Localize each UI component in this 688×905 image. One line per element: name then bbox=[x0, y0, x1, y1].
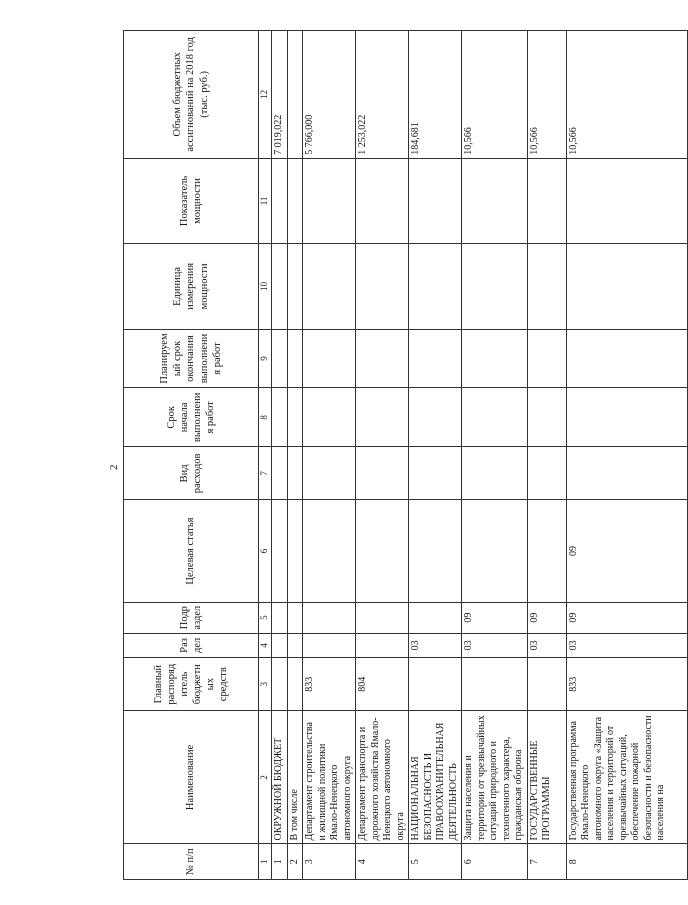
power-cell bbox=[272, 158, 288, 243]
table-row bbox=[356, 31, 409, 880]
col-number: 10 bbox=[259, 244, 272, 329]
table-row bbox=[287, 31, 303, 880]
end-term-cell bbox=[303, 329, 356, 388]
col-number: 2 bbox=[259, 711, 272, 844]
table-row bbox=[527, 31, 566, 880]
amount-cell: 5 766,000 bbox=[303, 31, 356, 159]
grbs-cell: 833 bbox=[566, 658, 687, 711]
expense-type-cell bbox=[527, 447, 566, 500]
col-header: Планируемый срок окончания выполнения работ bbox=[124, 329, 259, 388]
start-term-cell bbox=[272, 388, 288, 447]
col-header: Раздел bbox=[124, 633, 259, 657]
podrazdel-cell bbox=[356, 602, 409, 633]
unit-cell bbox=[272, 244, 288, 329]
column-number-row bbox=[259, 31, 272, 880]
row-name: В том числе bbox=[287, 711, 303, 844]
unit-cell bbox=[356, 244, 409, 329]
target-article-cell bbox=[462, 500, 528, 602]
expense-type-cell bbox=[272, 447, 288, 500]
grbs-cell bbox=[527, 658, 566, 711]
unit-cell bbox=[409, 244, 462, 329]
end-term-cell bbox=[287, 329, 303, 388]
power-cell bbox=[409, 158, 462, 243]
col-header: Главный распорядитель бюджетных средств bbox=[124, 658, 259, 711]
razdel-cell: 03 bbox=[409, 633, 462, 657]
col-number: 4 bbox=[259, 633, 272, 657]
amount-cell bbox=[287, 31, 303, 159]
row-number: 8 bbox=[566, 844, 687, 880]
table-row bbox=[303, 31, 356, 880]
target-article-cell bbox=[272, 500, 288, 602]
col-header: Вид расходов bbox=[124, 447, 259, 500]
row-name: ГОСУДАРСТВЕННЫЕ ПРОГРАММЫ bbox=[527, 711, 566, 844]
power-cell bbox=[356, 158, 409, 243]
registry-table bbox=[123, 30, 688, 880]
unit-cell bbox=[303, 244, 356, 329]
razdel-cell: 03 bbox=[566, 633, 687, 657]
expense-type-cell bbox=[462, 447, 528, 500]
row-number: 5 bbox=[409, 844, 462, 880]
end-term-cell bbox=[566, 329, 687, 388]
target-article-cell bbox=[527, 500, 566, 602]
col-number: 5 bbox=[259, 602, 272, 633]
row-name: Департамент строительства и жилищной политики Ямало-Ненецкого автономного округа bbox=[303, 711, 356, 844]
col-header: Показатель мощности bbox=[124, 158, 259, 243]
podrazdel-cell bbox=[272, 602, 288, 633]
row-number: 7 bbox=[527, 844, 566, 880]
col-number: 8 bbox=[259, 388, 272, 447]
row-name: Государственная программа Ямало-Ненецкого автономного округа «Защита населения и территорий от чрезвычайных ситуаций, обеспечение пожарной безопасности и безопасности населения на bbox=[566, 711, 687, 844]
razdel-cell bbox=[287, 633, 303, 657]
col-number: 11 bbox=[259, 158, 272, 243]
grbs-cell: 833 bbox=[303, 658, 356, 711]
col-number: 1 bbox=[259, 844, 272, 880]
expense-type-cell bbox=[566, 447, 687, 500]
col-header: Единица измерения мощности bbox=[124, 244, 259, 329]
expense-type-cell bbox=[303, 447, 356, 500]
start-term-cell bbox=[462, 388, 528, 447]
grbs-cell: 804 bbox=[356, 658, 409, 711]
end-term-cell bbox=[409, 329, 462, 388]
expense-type-cell bbox=[409, 447, 462, 500]
col-header: Срок начала выполнения работ bbox=[124, 388, 259, 447]
row-name: Защита населения и территории от чрезвычайных ситуаций природного и техногенного характера, гражданская оборона bbox=[462, 711, 528, 844]
podrazdel-cell: 09 bbox=[527, 602, 566, 633]
razdel-cell bbox=[272, 633, 288, 657]
podrazdel-cell bbox=[409, 602, 462, 633]
start-term-cell bbox=[566, 388, 687, 447]
podrazdel-cell bbox=[287, 602, 303, 633]
row-number: 4 bbox=[356, 844, 409, 880]
rotated-page bbox=[105, 30, 666, 880]
col-number: 12 bbox=[259, 31, 272, 159]
razdel-cell: 03 bbox=[527, 633, 566, 657]
col-header: Целевая статья bbox=[124, 500, 259, 602]
grbs-cell bbox=[409, 658, 462, 711]
razdel-cell bbox=[303, 633, 356, 657]
target-article-cell bbox=[303, 500, 356, 602]
razdel-cell: 03 bbox=[462, 633, 528, 657]
col-header: № п/п bbox=[124, 844, 259, 880]
page-number: 2 bbox=[108, 464, 120, 470]
end-term-cell bbox=[527, 329, 566, 388]
end-term-cell bbox=[272, 329, 288, 388]
row-name: ОКРУЖНОЙ БЮДЖЕТ bbox=[272, 711, 288, 844]
power-cell bbox=[566, 158, 687, 243]
power-cell bbox=[287, 158, 303, 243]
row-name: НАЦИОНАЛЬНАЯ БЕЗОПАСНОСТЬ И ПРАВООХРАНИТЕЛЬНАЯ ДЕЯТЕЛЬНОСТЬ bbox=[409, 711, 462, 844]
col-number: 3 bbox=[259, 658, 272, 711]
unit-cell bbox=[527, 244, 566, 329]
row-name: Департамент транспорта и дорожного хозяйства Ямало-Ненецкого автономного округа bbox=[356, 711, 409, 844]
start-term-cell bbox=[356, 388, 409, 447]
row-number: 2 bbox=[287, 844, 303, 880]
amount-cell: 7 019,022 bbox=[272, 31, 288, 159]
start-term-cell bbox=[409, 388, 462, 447]
podrazdel-cell: 09 bbox=[566, 602, 687, 633]
table-row bbox=[272, 31, 288, 880]
razdel-cell bbox=[356, 633, 409, 657]
amount-cell: 10,566 bbox=[527, 31, 566, 159]
col-number: 6 bbox=[259, 500, 272, 602]
col-header: Объем бюджетных ассигнований на 2018 год (тыс. руб.) bbox=[124, 31, 259, 159]
power-cell bbox=[303, 158, 356, 243]
podrazdel-cell bbox=[303, 602, 356, 633]
target-article-cell bbox=[356, 500, 409, 602]
expense-type-cell bbox=[356, 447, 409, 500]
grbs-cell bbox=[462, 658, 528, 711]
target-article-cell bbox=[287, 500, 303, 602]
amount-cell: 10,566 bbox=[462, 31, 528, 159]
table-row bbox=[566, 31, 687, 880]
amount-cell: 10,566 bbox=[566, 31, 687, 159]
unit-cell bbox=[566, 244, 687, 329]
start-term-cell bbox=[303, 388, 356, 447]
power-cell bbox=[462, 158, 528, 243]
amount-cell: 1 253,022 bbox=[356, 31, 409, 159]
grbs-cell bbox=[272, 658, 288, 711]
amount-cell: 184,681 bbox=[409, 31, 462, 159]
power-cell bbox=[527, 158, 566, 243]
col-number: 9 bbox=[259, 329, 272, 388]
unit-cell bbox=[462, 244, 528, 329]
start-term-cell bbox=[287, 388, 303, 447]
target-article-cell: 09 bbox=[566, 500, 687, 602]
header-row bbox=[124, 31, 259, 880]
unit-cell bbox=[287, 244, 303, 329]
target-article-cell bbox=[409, 500, 462, 602]
expense-type-cell bbox=[287, 447, 303, 500]
end-term-cell bbox=[462, 329, 528, 388]
row-number: 6 bbox=[462, 844, 528, 880]
grbs-cell bbox=[287, 658, 303, 711]
col-header: Подраздел bbox=[124, 602, 259, 633]
col-number: 7 bbox=[259, 447, 272, 500]
row-number: 1 bbox=[272, 844, 288, 880]
row-number: 3 bbox=[303, 844, 356, 880]
end-term-cell bbox=[356, 329, 409, 388]
podrazdel-cell: 09 bbox=[462, 602, 528, 633]
start-term-cell bbox=[527, 388, 566, 447]
table-row bbox=[409, 31, 462, 880]
col-header: Наименование bbox=[124, 711, 259, 844]
table-row bbox=[462, 31, 528, 880]
